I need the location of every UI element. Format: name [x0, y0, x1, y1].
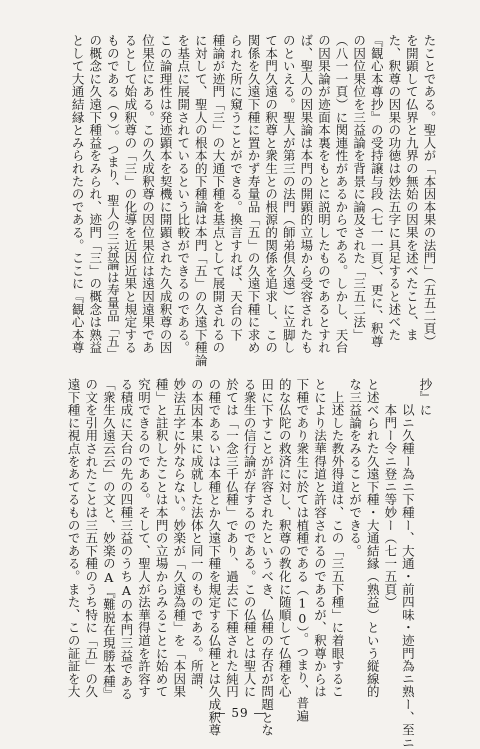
top-text-column: の因果論が迹面本裏をもとに説明したものであるとすれ [316, 34, 332, 354]
bottom-text-column: 上述した教外得道は、この「三五下種」に着眼するこ [330, 378, 346, 698]
bottom-text-column: る衆生の信行論が存するのである。この仏種とは聖人に [242, 378, 258, 698]
bottom-text-column: の本因本果に成就した法体と同一のものである。所謂、 [189, 378, 205, 698]
top-text-column: 種論が迹門「三」の大通下種を基点として展開されるの [210, 34, 226, 354]
top-text-column: を開顕して仏界と九界の無始の因果を述べたこと、ま [404, 34, 420, 342]
top-text-column: のといえる。聖人が第三の法門（師弟倶久遠）に立脚し [281, 34, 297, 354]
bottom-text-column: の種であるいは本種とか久遠下種を規定する仏種とは久成釈尊 [206, 378, 222, 737]
top-text-column: （八一一頁）に関連性があるからである。しかし、天台 [334, 34, 350, 354]
bottom-text-column: 以ニ久種ー為ニ下種ー、大通・前四味・迹門為ニ熟ー、至ニ [400, 378, 416, 749]
bottom-text-column: 下種であり衆生に於ては植種である（10）。つまり、普遍 [294, 378, 310, 723]
top-text-column: るとして始成釈尊の「三」の化導を近因近果と規定する [122, 34, 138, 354]
top-text-block [69, 34, 438, 367]
top-text-column: の概念に久遠下種益をみられ、迹門「三」の概念は熟益 [87, 34, 103, 354]
bottom-text-column: の文を引用されたことは三五下種のうち特に「五」の久 [83, 378, 99, 698]
top-text-column: ば、聖人の因果論は本門の開顕的立場から受容されたも [298, 34, 314, 354]
top-text-column: の因位果位を三益論を背景に論及された「三五二法」 [351, 34, 367, 342]
top-text-column: た、釈尊の因果の功徳は妙法五字に具足すると述べた [386, 34, 402, 342]
top-text-column: を基点に展開されているという比較ができるのである。 [175, 34, 191, 354]
top-text-column: 関係を久遠下種に置かず寿量品「五」の久遠下種に求め [246, 34, 262, 354]
bottom-text-column: 種」と註釈したことは本門の立場からみることに始めて [154, 378, 170, 698]
top-text-column: 『観心本尊抄』の受持譲与段（七一一頁）、更に、釈尊 [369, 34, 385, 348]
bottom-text-column: 究明できるのである。そして、聖人が法華得道を許容す [136, 378, 152, 698]
bottom-text-column: 的な仏陀の救済に対し、釈尊の教化に随順して仏種を心 [277, 378, 293, 698]
top-text-column: この論理性は発迹顕本を契機に開顕された久成釈尊の因 [158, 34, 174, 354]
bottom-text-column: と述べられた久遠下種・大通結縁（熟益）という縦線的 [365, 378, 381, 698]
bottom-text-column: 遠下種に視点をあてるものである。また、この証証を大 [66, 378, 82, 698]
bottom-text-column: 於ては「一念三千仏種」であり、過去に下種された純円 [224, 378, 240, 698]
bottom-text-column: 田に下すことが許容されたというべき、仏種の存否が問題とな [259, 378, 275, 737]
top-text-column: に対して、聖人の根本的下種論は本門「五」の久遠下種論 [193, 34, 209, 367]
bottom-text-column: とにより法華得道と許容されるのであるが、釈尊からは [312, 378, 328, 698]
page-number: — 59 — [213, 706, 267, 720]
bottom-text-column: る積成に天台の先の四種三益のうちAの本門三益である [118, 378, 134, 701]
top-text-column: ものである（９）。つまり、聖人の三益論は寿量品「五」 [105, 34, 121, 361]
top-text-column: たことである。聖人が「本因本果の法門」（五五二頁） [422, 34, 437, 348]
top-text-column: 位果位にある。この久成釈尊の因位果位は遠因遠果であ [140, 34, 156, 354]
top-text-column: として大通結縁とみられたのである。ここに『観心本尊 [70, 34, 86, 354]
bottom-text-column: 「衆生久遠云云」の文と、妙楽のA『難脱在現勝本種』 [101, 378, 117, 701]
top-text-column: られた所に窺うことができる。換言すれば、天台の下 [228, 34, 244, 342]
bottom-text-column: 本門ー令ニ登ニ等妙ー（七一五頁） [382, 378, 398, 609]
bottom-text-column: 抄』に [418, 378, 433, 417]
top-text-column: て本門久遠の釈尊と衆生との根源的関係を追求し、この [263, 34, 279, 354]
bottom-text-column: な三益論をみることができる。 [347, 378, 363, 558]
bottom-text-column: 妙法五字に外ならない。妙楽が「久遠為種」を「本因果 [171, 378, 187, 698]
